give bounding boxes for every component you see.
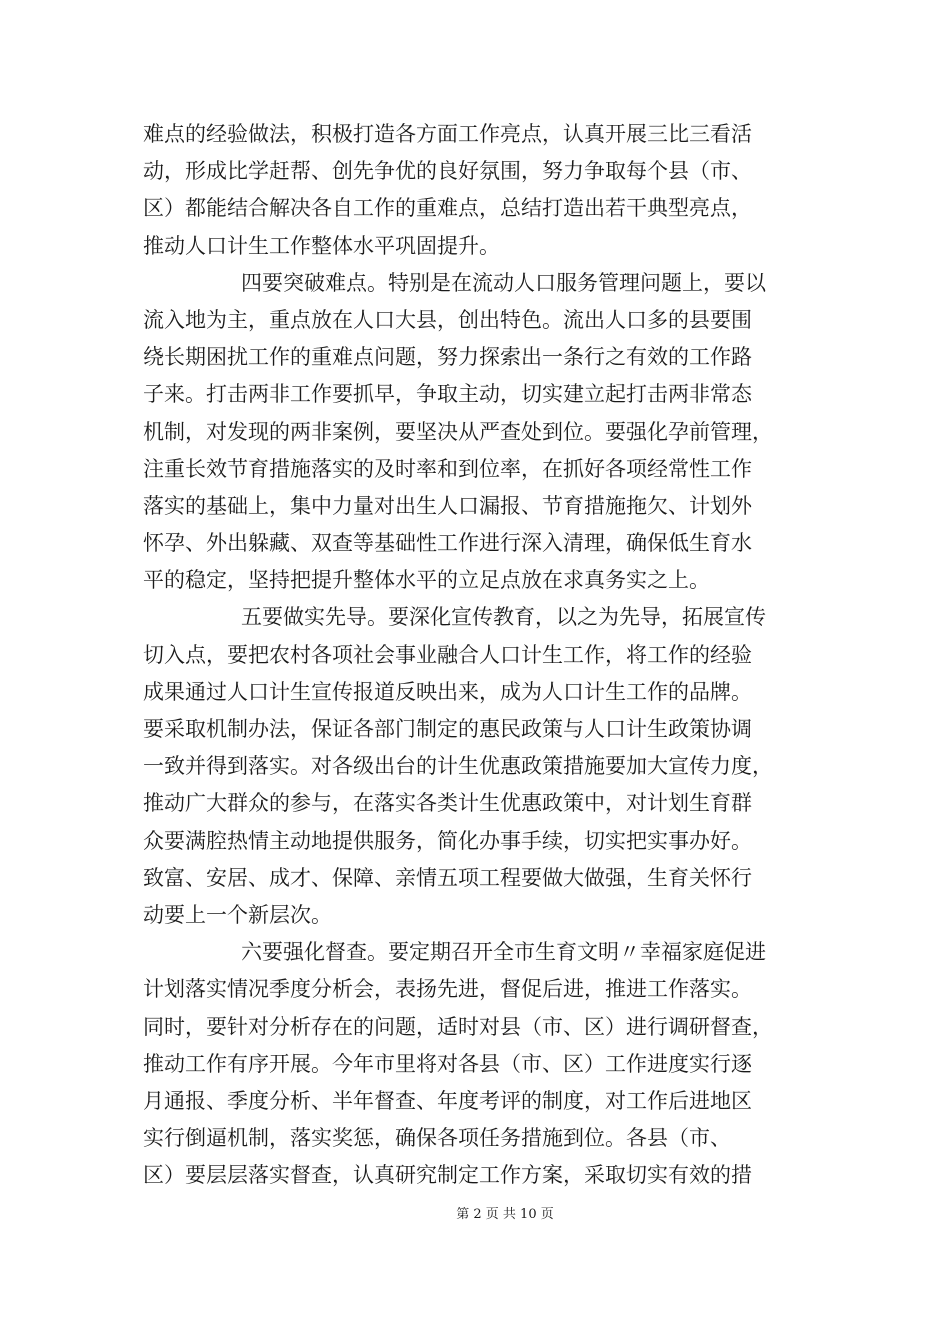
text-line: 平的稳定，坚持把提升整体水平的立足点放在求真务实之上。: [143, 568, 710, 593]
text-line: 推动人口计生工作整体水平巩固提升。: [143, 233, 500, 258]
text-line: 推动工作有序开展。今年市里将对各县（市、区）工作进度实行逐: [143, 1051, 752, 1076]
page-footer: 第 2 页 共 10 页: [456, 1207, 554, 1222]
text-line: 五要做实先导。要深化宣传教育，以之为先导，拓展宣传: [241, 605, 766, 630]
text-line: 流入地为主，重点放在人口大县，创出特色。流出人口多的县要围: [143, 307, 752, 332]
text-line: 成果通过人口计生宣传报道反映出来，成为人口计生工作的品牌。: [143, 679, 752, 704]
text-line: 致富、安居、成才、保障、亲情五项工程要做大做强，生育关怀行: [143, 865, 752, 890]
text-line: 怀孕、外出躲藏、双查等基础性工作进行深入清理，确保低生育水: [143, 531, 752, 556]
text-line: 绕长期困扰工作的重难点问题，努力探索出一条行之有效的工作路: [143, 345, 752, 370]
text-line: 计划落实情况季度分析会，表扬先进，督促后进，推进工作落实。: [143, 977, 752, 1002]
text-line: 子来。打击两非工作要抓早，争取主动，切实建立起打击两非常态: [143, 382, 752, 407]
text-line: 动要上一个新层次。: [143, 902, 332, 927]
document-body: [143, 116, 815, 1194]
text-line: 月通报、季度分析、半年督查、年度考评的制度，对工作后进地区: [143, 1088, 752, 1113]
text-line: 区）要层层落实督查，认真研究制定工作方案，采取切实有效的措: [143, 1163, 752, 1188]
text-line: 六要强化督查。要定期召开全市生育文明〃幸福家庭促进: [241, 940, 766, 965]
text-line: 众要满腔热情主动地提供服务，简化办事手续，切实把实事办好。: [143, 828, 752, 853]
text-line: 动，形成比学赶帮、创先争优的良好氛围，努力争取每个县（市、: [143, 159, 752, 184]
text-line: 推动广大群众的参与，在落实各类计生优惠政策中，对计划生育群: [143, 791, 752, 816]
text-line: 机制，对发现的两非案例，要坚决从严查处到位。要强化孕前管理，: [143, 419, 773, 444]
text-line: 难点的经验做法，积极打造各方面工作亮点，认真开展三比三看活: [143, 122, 752, 146]
text-line: 切入点，要把农村各项社会事业融合人口计生工作，将工作的经验: [143, 642, 752, 667]
text-line: 区）都能结合解决各自工作的重难点，总结打造出若干典型亮点，: [143, 196, 752, 221]
text-line: 落实的基础上，集中力量对出生人口漏报、节育措施拖欠、计划外: [143, 493, 752, 518]
text-line: 一致并得到落实。对各级出台的计生优惠政策措施要加大宣传力度，: [143, 754, 773, 779]
text-line: 同时，要针对分析存在的问题，适时对县（市、区）进行调研督查，: [143, 1014, 773, 1039]
text-line: 实行倒逼机制，落实奖惩，确保各项任务措施到位。各县（市、: [143, 1126, 731, 1151]
text-line: 四要突破难点。特别是在流动人口服务管理问题上，要以: [241, 270, 766, 295]
text-line: 注重长效节育措施落实的及时率和到位率，在抓好各项经常性工作: [143, 456, 752, 481]
text-line: 要采取机制办法，保证各部门制定的惠民政策与人口计生政策协调: [143, 717, 752, 741]
